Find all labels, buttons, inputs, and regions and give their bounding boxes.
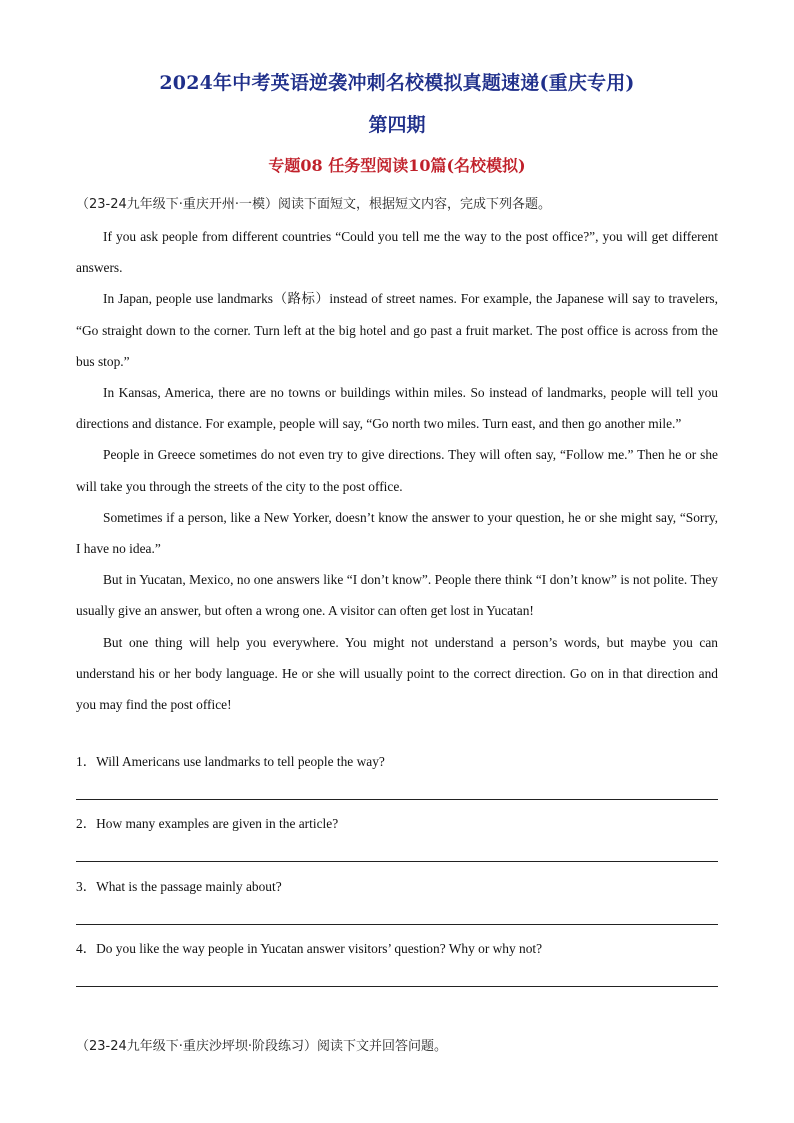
passage-source-2: （23-24九年级下·重庆沙坪坝·阶段练习）阅读下文并回答问题。 [76,1039,448,1054]
passage-paragraph: In Japan, people use landmarks（路标）instead of street names. For example, the Japanese will say to travelers, “Go straight down to the corner. Turn left at the big hotel and go past a fruit market. The post office is across from the bus stop.” [76,291,718,369]
question-4-text: 4．Do you like the way people in Yucatan answer visitors’ question? Why or why not? [76,941,543,956]
question-1-text: 1．Will Americans use landmarks to tell people the way? [76,754,385,769]
reading-passage [76,221,718,720]
question-2 [76,814,718,834]
document-title: 2024年中考英语逆袭冲刺名校模拟真题速递(重庆专用) [159,72,635,94]
answer-line-3[interactable] [76,924,718,925]
answer-line-2[interactable] [76,861,718,862]
passage-paragraph: But one thing will help you everywhere. You might not understand a person’s words, but maybe you can understand his or her body language. He or she will usually point to the correct direction. Go on in that direction and you may find the post office! [76,634,718,713]
passage-paragraph: If you ask people from different countries “Could you tell me the way to the post office?”, you will get different answers. [76,229,718,276]
answer-line-1[interactable] [76,799,718,800]
passage-source-1: （23-24九年级下·重庆开州·一模）阅读下面短文，根据短文内容，完成下列各题。 [76,197,552,212]
passage-paragraph: People in Greece sometimes do not even try to give directions. They will often say, “Follow me.” Then he or she will take you through the streets of the city to the post office. [76,447,718,494]
passage-paragraph: But in Yucatan, Mexico, no one answers like “I don’t know”. People there think “I don’t know” is not polite. They usually give an answer, but often a wrong one. A visitor can often get lost in Yucatan! [76,572,718,619]
question-4 [76,939,718,959]
question-1 [76,752,718,772]
question-2-text: 2．How many examples are given in the article? [76,816,339,831]
answer-line-4[interactable] [76,986,718,987]
passage-paragraph: Sometimes if a person, like a New Yorker, doesn’t know the answer to your question, he or she might say, “Sorry, I have no idea.” [76,509,718,557]
question-3 [76,877,718,897]
question-3-text: 3．What is the passage mainly about? [76,879,282,894]
issue-label: 第四期 [368,114,426,136]
topic-heading: 专题08 任务型阅读10篇(名校模拟) [268,156,526,175]
passage-paragraph: In Kansas, America, there are no towns or buildings within miles. So instead of landmarks, people will tell you directions and distance. For example, people will say, “Go north two miles. Turn east, and then go another mile.” [76,385,718,432]
